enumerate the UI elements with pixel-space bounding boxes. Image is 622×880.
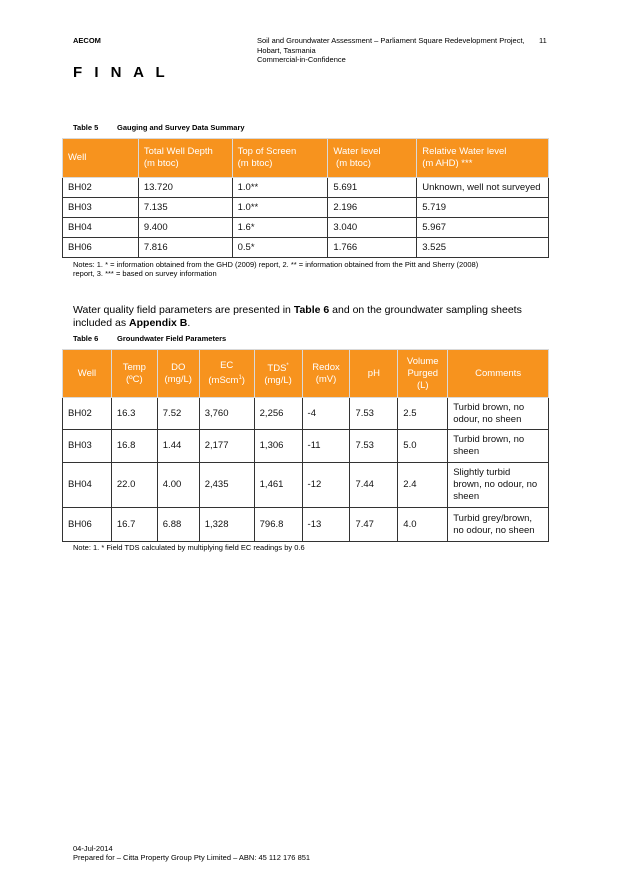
table-cell: BH06 xyxy=(63,238,139,258)
table-cell: 16.3 xyxy=(111,398,157,430)
table-cell: 16.7 xyxy=(111,508,157,542)
table-cell: 2,435 xyxy=(199,463,254,508)
table-cell: 2.4 xyxy=(398,463,448,508)
company-name: AECOM xyxy=(73,36,101,45)
table-cell: 2,177 xyxy=(199,430,254,463)
table-cell: -11 xyxy=(302,430,350,463)
table-cell: 7.52 xyxy=(157,398,199,430)
table-cell: 5.0 xyxy=(398,430,448,463)
table-cell: BH04 xyxy=(63,463,112,508)
table-cell: 4.00 xyxy=(157,463,199,508)
table-cell: 2.196 xyxy=(328,198,417,218)
table5-col-total-depth: Total Well Depth (m btoc) xyxy=(138,139,232,178)
table6-col-do: DO (mg/L) xyxy=(157,350,199,398)
table-row xyxy=(63,508,549,542)
table-cell: 7.816 xyxy=(138,238,232,258)
table6-col-well: Well xyxy=(63,350,112,398)
table-cell: 13.720 xyxy=(138,178,232,198)
table6-col-ec: EC (mScm$^1$) xyxy=(199,350,254,398)
table-cell: 22.0 xyxy=(111,463,157,508)
groundwater-field-parameters-table xyxy=(62,349,549,542)
table-cell: 5.967 xyxy=(417,218,549,238)
table6-label: Table 6 xyxy=(73,334,99,343)
table6-col-ph: pH xyxy=(350,350,398,398)
table-cell-comment: Turbid brown, no sheen xyxy=(448,430,549,463)
table6-title: Groundwater Field Parameters xyxy=(117,334,227,343)
table5-col-top-of-screen: Top of Screen (m btoc) xyxy=(232,139,328,178)
table6-col-temp: Temp (ºC) xyxy=(111,350,157,398)
table-cell-comment: Turbid grey/brown, no odour, no sheen xyxy=(448,508,549,542)
table-cell: 4.0 xyxy=(398,508,448,542)
table6-note: Note: 1. * Field TDS calculated by multiplying field EC readings by 0.6 xyxy=(73,543,305,552)
table-row xyxy=(63,430,549,463)
table-cell: 5.719 xyxy=(417,198,549,218)
gauging-survey-table xyxy=(62,138,549,258)
table6-col-volume-purged: Volume Purged (L) xyxy=(398,350,448,398)
table-cell: 7.53 xyxy=(350,398,398,430)
table-cell: BH02 xyxy=(63,178,139,198)
water-quality-paragraph: Water quality field parameters are presented in Table 6 and on the groundwater sampling sheets included as Appendix B. xyxy=(73,304,522,329)
table-cell: 1.766 xyxy=(328,238,417,258)
table5-title: Gauging and Survey Data Summary xyxy=(117,123,245,132)
table-cell: 3.525 xyxy=(417,238,549,258)
table-cell: BH03 xyxy=(63,430,112,463)
table6-col-comments: Comments xyxy=(448,350,549,398)
table-cell: 7.47 xyxy=(350,508,398,542)
table-cell: BH06 xyxy=(63,508,112,542)
table-row xyxy=(63,238,549,258)
table-cell: 0.5* xyxy=(232,238,328,258)
table-cell: 1,328 xyxy=(199,508,254,542)
page-number: 11 xyxy=(539,36,547,45)
table-cell: -12 xyxy=(302,463,350,508)
table5-col-water-level: Water level (m btoc) xyxy=(328,139,417,178)
table6-caption xyxy=(73,334,226,343)
table-cell: 9.400 xyxy=(138,218,232,238)
table-cell: 1,461 xyxy=(254,463,302,508)
document-title-line-1: Soil and Groundwater Assessment – Parliament Square Redevelopment Project, xyxy=(257,36,525,45)
table-cell-comment: Turbid brown, no odour, no sheen xyxy=(448,398,549,430)
table-cell: 1.44 xyxy=(157,430,199,463)
table-cell: 3,760 xyxy=(199,398,254,430)
table-cell: 796.8 xyxy=(254,508,302,542)
table-cell: 1,306 xyxy=(254,430,302,463)
table-cell: -13 xyxy=(302,508,350,542)
table6-col-tds: TDS* (mg/L) xyxy=(254,350,302,398)
table-cell: 7.135 xyxy=(138,198,232,218)
table-cell: 6.88 xyxy=(157,508,199,542)
table5-label: Table 5 xyxy=(73,123,99,132)
table-cell: 3.040 xyxy=(328,218,417,238)
document-title-line-3: Commercial-in-Confidence xyxy=(257,55,346,64)
table-cell: Unknown, well not surveyed xyxy=(417,178,549,198)
appendix-b-reference: Appendix B xyxy=(129,317,188,329)
table-cell: 5.691 xyxy=(328,178,417,198)
table5-caption xyxy=(73,123,245,132)
table6-reference: Table 6 xyxy=(293,304,330,316)
document-title-line-2: Hobart, Tasmania xyxy=(257,45,316,55)
table5-header-row xyxy=(63,139,549,178)
table-cell: 7.44 xyxy=(350,463,398,508)
table-cell: 2.5 xyxy=(398,398,448,430)
table-cell: -4 xyxy=(302,398,350,430)
table-cell: 1.0** xyxy=(232,178,328,198)
document-title-block xyxy=(257,36,527,65)
table-cell-comment: Slightly turbid brown, no odour, no sheen xyxy=(448,463,549,508)
table-row xyxy=(63,218,549,238)
table-cell: 7.53 xyxy=(350,430,398,463)
table-cell: 2,256 xyxy=(254,398,302,430)
table-cell: 1.0** xyxy=(232,198,328,218)
table-row xyxy=(63,398,549,430)
table6-col-redox: Redox (mV) xyxy=(302,350,350,398)
table-cell: BH03 xyxy=(63,198,139,218)
table5-col-relative-water-level: Relative Water level (m AHD) *** xyxy=(417,139,549,178)
table6-header-row xyxy=(63,350,549,398)
table-row xyxy=(63,463,549,508)
table5-col-well: Well xyxy=(63,139,139,178)
page-footer xyxy=(73,844,310,862)
table-row xyxy=(63,198,549,218)
table-cell: 1.6* xyxy=(232,218,328,238)
table-row xyxy=(63,178,549,198)
final-stamp: F I N A L xyxy=(73,64,169,81)
table-cell: BH04 xyxy=(63,218,139,238)
table-cell: BH02 xyxy=(63,398,112,430)
table-cell: 16.8 xyxy=(111,430,157,463)
table5-notes: Notes: 1. * = information obtained from the GHD (2009) report, 2. ** = information obtained from the Pitt and Sherry (2008) report, 3. *** = based on survey information xyxy=(73,260,479,278)
footer-date: 04-Jul-2014 xyxy=(73,844,113,853)
footer-prepared-for: Prepared for – Citta Property Group Pty Limited – ABN: 45 112 176 851 xyxy=(73,853,311,862)
